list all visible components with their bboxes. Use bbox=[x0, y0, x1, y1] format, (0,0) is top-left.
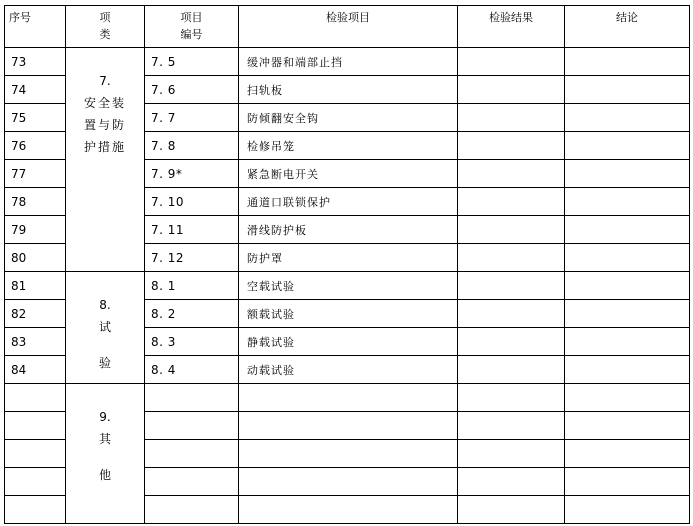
item-cell: 静载试验 bbox=[239, 328, 458, 356]
seq-cell: 73 bbox=[5, 48, 66, 76]
item-cell bbox=[239, 412, 458, 440]
result-cell[interactable] bbox=[458, 216, 565, 244]
conclusion-cell[interactable] bbox=[565, 272, 690, 300]
result-cell[interactable] bbox=[458, 468, 565, 496]
conclusion-cell[interactable] bbox=[565, 244, 690, 272]
result-cell[interactable] bbox=[458, 132, 565, 160]
item-cell: 缓冲器和端部止挡 bbox=[239, 48, 458, 76]
conclusion-cell[interactable] bbox=[565, 48, 690, 76]
code-cell bbox=[145, 468, 239, 496]
category-text-a: 其 bbox=[98, 432, 111, 446]
category-text: 安全装置与防护措施 bbox=[83, 96, 126, 154]
conclusion-cell[interactable] bbox=[565, 132, 690, 160]
header-row bbox=[5, 6, 690, 48]
header-code bbox=[145, 6, 239, 48]
item-cell bbox=[239, 496, 458, 524]
category-text-b: 他 bbox=[98, 468, 111, 482]
result-cell[interactable] bbox=[458, 384, 565, 412]
result-cell[interactable] bbox=[458, 356, 565, 384]
result-cell[interactable] bbox=[458, 440, 565, 468]
conclusion-cell[interactable] bbox=[565, 384, 690, 412]
code-cell: 8. 2 bbox=[145, 300, 239, 328]
code-cell bbox=[145, 496, 239, 524]
header-seq: 序号 bbox=[5, 6, 66, 48]
category-cell-9 bbox=[66, 384, 145, 524]
header-item: 检验项目 bbox=[239, 6, 458, 48]
result-cell[interactable] bbox=[458, 244, 565, 272]
item-cell: 额载试验 bbox=[239, 300, 458, 328]
conclusion-cell[interactable] bbox=[565, 188, 690, 216]
conclusion-cell[interactable] bbox=[565, 412, 690, 440]
conclusion-cell[interactable] bbox=[565, 160, 690, 188]
header-code-line1: 项目 bbox=[180, 11, 203, 24]
seq-cell bbox=[5, 440, 66, 468]
seq-cell: 78 bbox=[5, 188, 66, 216]
seq-cell: 81 bbox=[5, 272, 66, 300]
item-cell: 通道口联锁保护 bbox=[239, 188, 458, 216]
code-cell: 7. 7 bbox=[145, 104, 239, 132]
code-cell: 7. 11 bbox=[145, 216, 239, 244]
code-cell: 8. 1 bbox=[145, 272, 239, 300]
category-number: 7. bbox=[99, 74, 111, 88]
header-code-line2: 编号 bbox=[180, 28, 203, 41]
code-cell: 8. 4 bbox=[145, 356, 239, 384]
seq-cell bbox=[5, 412, 66, 440]
category-cell-8 bbox=[66, 272, 145, 384]
result-cell[interactable] bbox=[458, 272, 565, 300]
result-cell[interactable] bbox=[458, 76, 565, 104]
item-cell bbox=[239, 384, 458, 412]
seq-cell: 76 bbox=[5, 132, 66, 160]
result-cell[interactable] bbox=[458, 104, 565, 132]
item-cell: 防倾翻安全钩 bbox=[239, 104, 458, 132]
result-cell[interactable] bbox=[458, 160, 565, 188]
code-cell: 7. 8 bbox=[145, 132, 239, 160]
seq-cell: 77 bbox=[5, 160, 66, 188]
item-cell bbox=[239, 440, 458, 468]
seq-cell: 74 bbox=[5, 76, 66, 104]
item-cell: 动载试验 bbox=[239, 356, 458, 384]
conclusion-cell[interactable] bbox=[565, 468, 690, 496]
code-cell bbox=[145, 412, 239, 440]
header-category-line1: 项 bbox=[99, 11, 111, 24]
code-cell: 7. 9* bbox=[145, 160, 239, 188]
category-cell-7 bbox=[66, 48, 145, 272]
seq-cell: 83 bbox=[5, 328, 66, 356]
category-number: 9. bbox=[99, 410, 111, 424]
inspection-table bbox=[4, 5, 690, 524]
seq-cell: 82 bbox=[5, 300, 66, 328]
conclusion-cell[interactable] bbox=[565, 440, 690, 468]
result-cell[interactable] bbox=[458, 328, 565, 356]
seq-cell: 80 bbox=[5, 244, 66, 272]
conclusion-cell[interactable] bbox=[565, 104, 690, 132]
table-row bbox=[5, 48, 690, 76]
seq-cell bbox=[5, 496, 66, 524]
seq-cell bbox=[5, 384, 66, 412]
code-cell: 8. 3 bbox=[145, 328, 239, 356]
header-result: 检验结果 bbox=[458, 6, 565, 48]
item-cell: 紧急断电开关 bbox=[239, 160, 458, 188]
code-cell: 7. 6 bbox=[145, 76, 239, 104]
item-cell: 检修吊笼 bbox=[239, 132, 458, 160]
code-cell: 7. 12 bbox=[145, 244, 239, 272]
item-cell: 扫轨板 bbox=[239, 76, 458, 104]
code-cell bbox=[145, 440, 239, 468]
conclusion-cell[interactable] bbox=[565, 356, 690, 384]
code-cell: 7. 10 bbox=[145, 188, 239, 216]
item-cell: 空载试验 bbox=[239, 272, 458, 300]
item-cell bbox=[239, 468, 458, 496]
result-cell[interactable] bbox=[458, 412, 565, 440]
conclusion-cell[interactable] bbox=[565, 496, 690, 524]
code-cell bbox=[145, 384, 239, 412]
conclusion-cell[interactable] bbox=[565, 328, 690, 356]
conclusion-cell[interactable] bbox=[565, 76, 690, 104]
result-cell[interactable] bbox=[458, 48, 565, 76]
code-cell: 7. 5 bbox=[145, 48, 239, 76]
header-category-line2: 类 bbox=[99, 28, 111, 41]
category-text-b: 验 bbox=[98, 356, 111, 370]
header-conclusion: 结论 bbox=[565, 6, 690, 48]
seq-cell: 84 bbox=[5, 356, 66, 384]
result-cell[interactable] bbox=[458, 300, 565, 328]
seq-cell bbox=[5, 468, 66, 496]
conclusion-cell[interactable] bbox=[565, 216, 690, 244]
header-category bbox=[66, 6, 145, 48]
conclusion-cell[interactable] bbox=[565, 300, 690, 328]
seq-cell: 75 bbox=[5, 104, 66, 132]
seq-cell: 79 bbox=[5, 216, 66, 244]
item-cell: 滑线防护板 bbox=[239, 216, 458, 244]
table-row bbox=[5, 384, 690, 412]
item-cell: 防护罩 bbox=[239, 244, 458, 272]
table-row bbox=[5, 272, 690, 300]
category-text-a: 试 bbox=[98, 320, 111, 334]
result-cell[interactable] bbox=[458, 496, 565, 524]
category-number: 8. bbox=[99, 298, 111, 312]
result-cell[interactable] bbox=[458, 188, 565, 216]
